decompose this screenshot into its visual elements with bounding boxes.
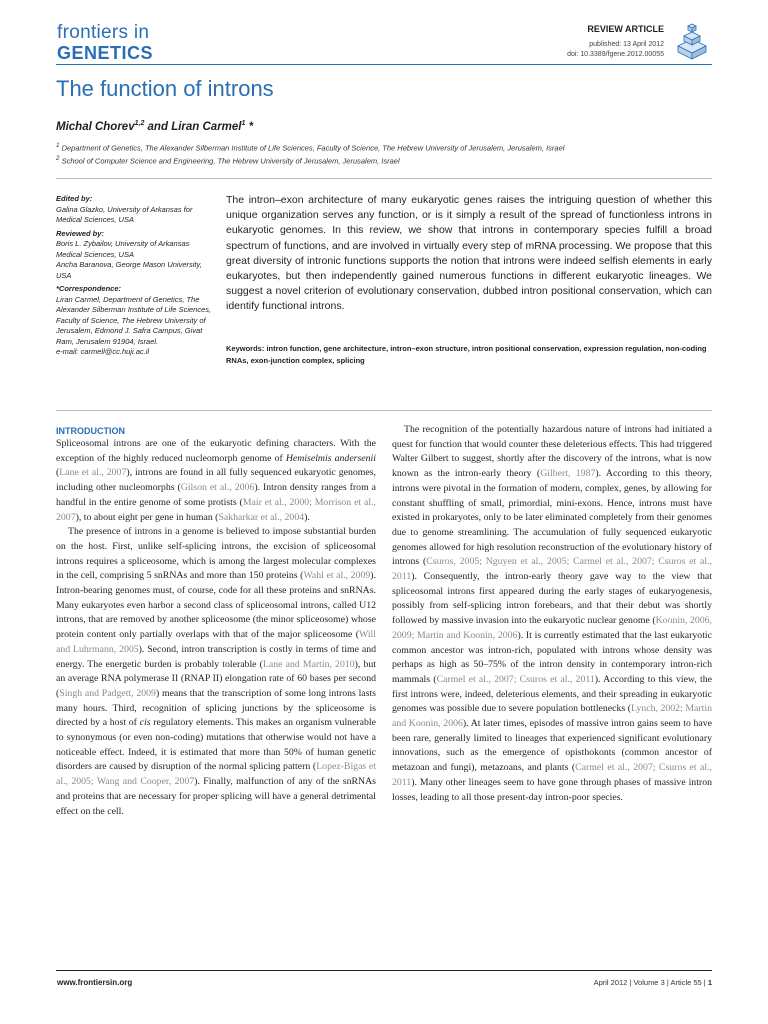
intro-paragraph-3 <box>392 423 712 805</box>
text-run: ). According to this view, the first introns were, indeed, deleterious elements, and their spreading in eukaryotic genomes was possible due to severe population bottlenecks ( <box>392 673 712 715</box>
section-divider <box>56 178 712 179</box>
cube-stack-icon <box>672 18 712 62</box>
text-run: ). Intron-bearing genomes must, of course, code for all these proteins and snRNAs. Many eukaryotes even harbor a second class of spliceosomal introns, called U12 introns, that are removed by another spliceosome (the minor spliceosome) whose protein content only partially overlaps with that of the major spliceosome ( <box>56 570 376 641</box>
text-run: ), to about eight per gene in human ( <box>75 511 219 523</box>
journal-logo-top: frontiers in <box>57 22 150 43</box>
corresponding-mark: * <box>245 120 254 133</box>
citation-link[interactable]: Sakharkar et al., 2004 <box>218 511 305 523</box>
page-number: 1 <box>707 978 712 987</box>
journal-logo-bottom: GENETICS <box>57 43 154 63</box>
affiliation-2 <box>56 155 400 166</box>
affiliation-number: 2 <box>56 155 60 162</box>
author-1: Michal Chorev <box>56 120 135 133</box>
issue-info <box>594 978 712 987</box>
keywords <box>226 343 712 367</box>
author-list <box>56 120 253 133</box>
text-run: ). It is currently estimated that the last eukaryotic common ancestor was intron-rich, populated with introns whose density was perhaps as high as 50–75% of the intron density in contemporary intron-rich mammals ( <box>392 629 713 685</box>
text-run: ). Second, intron transcription is costly in terms of time and energy. The energetic burden is probably tolerable ( <box>56 643 376 670</box>
correspondence-text: Liran Carmel, Department of Genetics, The Alexander Silberman Institute of Life Sciences, Faculty of Science, The Hebrew University of Jerusalem, Edmond J. Safra Campus, Givat Ram, Jerusalem 91904, Israel. e-mail: carmell@cc.huji.ac.il <box>56 294 212 356</box>
article-type: REVIEW ARTICLE <box>587 24 664 34</box>
text-run: ), introns are found in all fully sequenced eukaryotic genomes, including other nucleomorphs ( <box>56 467 376 494</box>
edited-by-heading: Edited by: <box>56 194 93 203</box>
citation-link[interactable]: Lane et al., 2007 <box>59 467 127 479</box>
keywords-text: intron function, gene architecture, intron–exon structure, intron positional conservation, expression regulation, non-coding RNAs, exon-junction complex, splicing <box>226 344 707 365</box>
text-run: ). Intron density ranges from a handful in the entire genome of some protists ( <box>56 482 376 508</box>
journal-website[interactable]: www.frontiersin.org <box>57 978 133 987</box>
reviewed-by-text: Boris L. Zybailov, University of Arkansas Medical Sciences, USA Ancha Baranova, George Mason University, USA <box>56 239 202 280</box>
text-run: ) means that the transcription of some long introns lasts many hours. Third, recognition of splicing junctions by the spliceosome is directed by a host of <box>56 687 376 729</box>
citation-link[interactable]: Lane and Martin, 2010 <box>262 658 355 670</box>
text-run: Spliceosomal introns are one of the eukaryotic defining characters. With the exception of the highly reduced nucleomorph genome of <box>56 438 376 464</box>
author-conjunction: and <box>144 120 172 133</box>
citation-link[interactable]: Mair et al., 2000; Morrison et al., 2007 <box>56 496 376 523</box>
correspondence-heading: *Correspondence: <box>56 284 122 293</box>
affiliation-1 <box>56 142 564 153</box>
abstract: The intron–exon architecture of many eukaryotic genes raises the intriguing question of whether this unique organization serves any function, or is it simply a result of the spread of functionless introns in eukaryotic genomes. In this review, we show that introns in contemporary species fulfill a broad spectrum of functions, and are involved in virtually every step of mRNA processing. We propose that this great diversity of intronic functions supports the notion that introns were indeed selfish elements in early eukaryotes, but then independently gained numerous functions in different eukaryotic lineages. We suggest a novel criterion of evolutionary conservation, dubbed intron positional conservation, which can identify functional introns. <box>226 194 712 313</box>
article-title: The function of introns <box>56 76 274 101</box>
affiliation-text: School of Computer Science and Engineering, The Hebrew University of Jerusalem, Jerusalem, Israel <box>59 156 400 166</box>
intro-paragraph-2 <box>56 525 376 819</box>
column-left <box>56 437 376 819</box>
publication-info <box>567 40 664 60</box>
text-run: The presence of introns in a genome is believed to impose substantial burden on the host. First, unlike self-splicing introns, the excision of spliceosomal introns requires a spliceosome, which is among the largest molecular complexes in the cell, comprising 5 snRNAs and more than 150 proteins ( <box>56 526 376 582</box>
text-run: ). At later times, episodes of massive intron gains seem to have been rare, generally limited to lineages that experienced significant evolutionary innovations, such as the emergence of opisthokonts (common ancestor of metazoan and fungi), metazoans, and plants ( <box>392 718 712 774</box>
issue-text: April 2012 | Volume 3 | Article 55 | <box>593 978 708 987</box>
text-run: The recognition of the potentially hazardous nature of introns had initiated a quest for function that would counter these deleterious effects. This had triggered Walter Gilbert to suggest, shortly after the discovery of the introns, what is now known as the intron-early theory ( <box>392 424 712 480</box>
text-run: ). <box>304 511 310 523</box>
intro-paragraph-1 <box>56 437 376 525</box>
citation-link[interactable]: Lynch, 2002; Martin and Koonin, 2006 <box>392 703 712 730</box>
text-run: ). Consequently, the intron-early theory gave way to the view that spliceosomal introns first appeared during the early stages of eukaryogenesis, possibly from self-splicing intron forebears, and that their debut was shortly followed by massive invasion into the eukaryotic nuclear genome ( <box>392 571 712 627</box>
column-right <box>392 423 712 805</box>
citation-link[interactable]: Carmel et al., 2007; Csuros et al., 2011 <box>392 762 712 788</box>
citation-link[interactable]: Koonin, 2006, 2009; Martin and Koonin, 2006 <box>392 615 712 641</box>
text-run: ( <box>56 467 60 479</box>
citation-link[interactable]: Carmel et al., 2007; Csuros et al., 2011 <box>436 673 595 685</box>
text-run: ). Finally, malfunction of any of the snRNAs and proteins that are necessary for proper splicing will have a general detrimental effect on the cell. <box>56 776 376 817</box>
author-2: Liran Carmel <box>171 120 242 133</box>
citation-link[interactable]: Lopez-Bigas et al., 2005; Wang and Cooper, 2007 <box>56 761 376 788</box>
citation-link[interactable]: Gilbert, 1987 <box>540 468 596 480</box>
reviewed-by-heading: Reviewed by: <box>56 228 104 238</box>
doi: doi: 10.3389/fgene.2012.00055 <box>567 51 664 58</box>
italic-term: Hemiselmis andersenii <box>285 452 376 464</box>
affiliation-number: 1 <box>56 142 60 149</box>
edited-by-text: Galina Glazko, University of Arkansas for Medical Sciences, USA <box>56 204 193 224</box>
text-run: regulatory elements. This makes an organism vulnerable to synonymous (or even non-coding) mutations that otherwise would not have a noticeable effect. Indeed, it is estimated that more than 50% of human genetic disorders are caused by disruption of the normal splicing pattern ( <box>56 717 376 773</box>
author-1-affiliation: 1,2 <box>134 120 145 127</box>
text-run: ). According to this theory, introns were pivotal in the formation of modern, complex, genes, by allowing for constant shuffling of small, primordial, mini-exons. Hence, introns must have existed in prokaryotes, only to be later eliminated completely from their genomes due to genome streamlining. The accumulation of fully sequenced eukaryotic genomes allowed for high resolution reconstruction of the evolutionary history of introns ( <box>392 468 712 568</box>
citation-link[interactable]: Will and Luhrmann, 2005 <box>56 629 376 655</box>
published-date: published: 13 April 2012 <box>589 41 664 48</box>
citation-link[interactable]: Wahl et al., 2009 <box>303 570 371 582</box>
author-2-affiliation: 1 <box>241 120 246 127</box>
citation-link[interactable]: Singh and Padgett, 2009 <box>59 687 156 699</box>
header-rule <box>56 64 712 65</box>
text-run: ). Many other lineages seem to have gone through phases of massive intron losses, leading to all those present-day intron-poor species. <box>392 776 712 803</box>
citation-link[interactable]: Csuros, 2005; Nguyen et al., 2005; Carmel et al., 2007; Csuros et al., 2011 <box>392 556 712 583</box>
section-divider <box>56 410 712 411</box>
text-run: ), but an average RNA polymerase II (RNAP II) elongation rate of 60 bases per second ( <box>56 658 376 699</box>
section-heading: INTRODUCTION <box>56 426 125 436</box>
citation-link[interactable]: Gilson et al., 2006 <box>180 482 255 494</box>
italic-term: cis <box>139 717 151 729</box>
footer-rule <box>56 970 712 971</box>
affiliation-text: Department of Genetics, The Alexander Silberman Institute of Life Sciences, Faculty of Science, The Hebrew University of Jerusalem, Jerusalem, Israel <box>59 143 565 153</box>
editorial-sidebar <box>56 194 216 361</box>
keywords-label: Keywords: <box>226 344 267 353</box>
